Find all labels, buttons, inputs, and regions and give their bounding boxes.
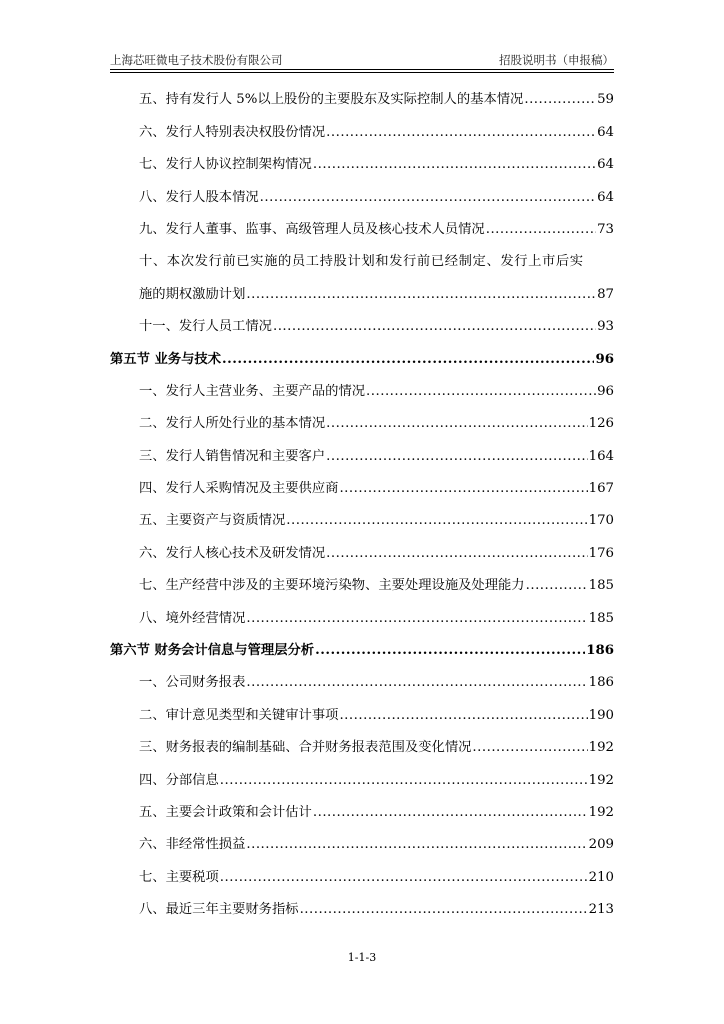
toc-page-number: 126 (588, 416, 614, 432)
toc-leader-dots (326, 449, 587, 464)
toc-subsection-entry[interactable] (110, 473, 614, 505)
toc-leader-dots (260, 190, 596, 205)
toc-leader-dots (246, 611, 587, 626)
toc-leader-dots (220, 870, 588, 885)
toc-entry-line (139, 574, 614, 593)
toc-entry-text: 五、主要会计政策和会计估计 (139, 805, 312, 820)
toc-page-number: 87 (597, 286, 614, 302)
toc-entry-line (139, 121, 614, 140)
toc-page-number: 59 (597, 92, 614, 108)
toc-entry-line (139, 736, 614, 755)
toc-entry-line (139, 445, 614, 464)
toc-subsection-entry[interactable] (110, 181, 614, 213)
toc-subsection-entry[interactable] (110, 797, 614, 829)
toc-subsection-entry[interactable] (110, 764, 614, 796)
toc-entry-text: 七、生产经营中涉及的主要环境污染物、主要处理设施及处理能力 (139, 578, 525, 594)
toc-entry-line (139, 477, 614, 496)
toc-leader-dots (246, 675, 587, 690)
toc-entry-line (110, 348, 614, 367)
toc-page-number: 185 (588, 610, 614, 626)
toc-entry-text: 一、发行人主营业务、主要产品的情况 (139, 383, 366, 399)
toc-subsection-entry[interactable] (110, 505, 614, 537)
toc-entry-line (139, 833, 614, 852)
toc-entry-text: 四、分部信息 (139, 772, 219, 788)
toc-page-number: 190 (588, 707, 614, 723)
toc-entry-text: 五、持有发行人 5%以上股份的主要股东及实际控制人的基本情况 (139, 92, 524, 108)
toc-subsection-entry[interactable] (110, 440, 614, 472)
toc-entry-line (139, 769, 614, 788)
toc-page-number: 192 (588, 805, 614, 820)
toc-entry-text: 四、发行人采购情况及主要供应商 (139, 481, 339, 497)
toc-leader-dots (315, 643, 585, 658)
toc-leader-dots (313, 157, 596, 172)
header-rule-thin (110, 72, 614, 73)
toc-subsection-entry[interactable] (110, 602, 614, 634)
toc-leader-dots (339, 481, 587, 496)
toc-leader-dots (273, 319, 596, 334)
toc-page-number: 93 (597, 319, 614, 335)
toc-subsection-entry[interactable] (110, 894, 614, 926)
toc-leader-dots (339, 708, 587, 723)
toc-entry-line (139, 380, 614, 399)
toc-page-number: 167 (588, 481, 614, 497)
page-footer (0, 951, 724, 964)
toc-entry-text: 八、境外经营情况 (139, 610, 246, 626)
toc-entry-line (139, 801, 614, 820)
toc-page-number: 192 (588, 740, 614, 756)
header-rule-thick (110, 69, 614, 70)
toc-leader-dots (220, 773, 588, 788)
toc-page-number: 209 (588, 837, 614, 853)
toc-page-number: 192 (588, 772, 614, 788)
toc-subsection-entry[interactable] (110, 84, 614, 116)
toc-leader-dots (526, 578, 588, 593)
toc-leader-dots (300, 902, 588, 917)
toc-leader-dots (326, 546, 587, 561)
toc-entry-text-line1: 十、本次发行前已实施的员工持股计划和发行前已经制定、发行上市后实 (139, 254, 584, 270)
toc-entry-line (139, 153, 614, 172)
toc-entry-line (139, 542, 614, 561)
toc-entry-line (139, 866, 614, 885)
toc-subsection-entry[interactable] (110, 537, 614, 569)
toc-page-number: 213 (588, 902, 614, 918)
toc-entry-text: 第六节 财务会计信息与管理层分析 (110, 643, 315, 659)
toc-entry-line (139, 88, 614, 107)
toc-entry-line (139, 218, 614, 237)
toc-entry-line (139, 509, 614, 528)
page-header (110, 52, 614, 70)
toc-leader-dots (246, 837, 587, 852)
toc-page-number: 73 (597, 221, 614, 237)
toc-entry-text: 九、发行人董事、监事、高级管理人员及核心技术人员情况 (139, 221, 485, 237)
toc-leader-dots (472, 740, 587, 755)
toc-entry-text: 第五节 业务与技术 (110, 351, 222, 367)
toc-entry-text: 七、主要税项 (139, 869, 219, 885)
toc-subsection-entry[interactable] (110, 408, 614, 440)
toc-entry-text: 二、发行人所处行业的基本情况 (139, 416, 326, 432)
toc-entry-text: 二、审计意见类型和关键审计事项 (139, 707, 339, 723)
footer-page-number: 1-1-3 (347, 951, 377, 964)
toc-leader-dots (524, 92, 596, 107)
toc-leader-dots (326, 125, 596, 140)
toc-leader-dots (313, 805, 588, 820)
toc-entry-text: 三、财务报表的编制基础、合并财务报表范围及变化情况 (139, 740, 472, 756)
table-of-contents (110, 84, 614, 926)
toc-subsection-entry[interactable] (110, 699, 614, 731)
toc-page-number: 96 (597, 383, 614, 399)
toc-entry-line (139, 283, 614, 302)
toc-section-entry[interactable] (110, 635, 614, 667)
toc-leader-dots (222, 352, 594, 367)
toc-entry-text: 六、非经常性损益 (139, 837, 246, 853)
toc-page-number: 96 (595, 351, 614, 367)
toc-leader-dots (486, 222, 596, 237)
toc-entry-text: 三、发行人销售情况和主要客户 (139, 448, 326, 464)
toc-page-number: 186 (586, 643, 614, 659)
toc-entry-text: 八、最近三年主要财务指标 (139, 902, 299, 918)
toc-subsection-entry[interactable] (110, 667, 614, 699)
toc-entry-text: 五、主要资产与资质情况 (139, 513, 286, 529)
toc-entry-text: 一、公司财务报表 (139, 675, 246, 691)
toc-entry-text: 施的期权激励计划 (139, 286, 246, 302)
header-company-name: 上海芯旺微电子技术股份有限公司 (110, 53, 283, 67)
toc-leader-dots (286, 513, 587, 528)
toc-entry-line (139, 186, 614, 205)
toc-page-number: 185 (588, 578, 614, 594)
toc-entry-line (110, 639, 614, 658)
toc-entry-text: 七、发行人协议控制架构情况 (139, 157, 312, 173)
toc-entry-line (139, 704, 614, 723)
toc-section-entry[interactable] (110, 343, 614, 375)
toc-subsection-entry[interactable] (110, 732, 614, 764)
toc-subsection-entry[interactable] (110, 311, 614, 343)
toc-page-number: 210 (588, 869, 614, 885)
toc-page-number: 176 (588, 545, 614, 561)
toc-subsection-entry[interactable] (110, 861, 614, 893)
toc-entry-text: 六、发行人特别表决权股份情况 (139, 124, 326, 140)
toc-page-number: 170 (588, 513, 614, 529)
toc-page-number: 64 (597, 157, 614, 173)
toc-page-number: 64 (597, 124, 614, 140)
toc-entry-line (139, 898, 614, 917)
toc-entry-text: 六、发行人核心技术及研发情况 (139, 545, 326, 561)
toc-leader-dots (366, 384, 596, 399)
toc-subsection-entry[interactable] (110, 246, 614, 311)
toc-page-number: 186 (588, 675, 614, 691)
toc-subsection-entry[interactable] (110, 116, 614, 148)
toc-leader-dots (246, 287, 596, 302)
toc-entry-line (139, 315, 614, 334)
toc-subsection-entry[interactable] (110, 149, 614, 181)
toc-page-number: 164 (588, 448, 614, 464)
toc-leader-dots (326, 416, 587, 431)
toc-entry-text: 八、发行人股本情况 (139, 189, 259, 205)
toc-entry-line (139, 671, 614, 690)
toc-entry-text: 十一、发行人员工情况 (139, 319, 272, 335)
toc-entry-line (139, 412, 614, 431)
toc-subsection-entry[interactable] (110, 214, 614, 246)
toc-subsection-entry[interactable] (110, 376, 614, 408)
toc-subsection-entry[interactable] (110, 570, 614, 602)
header-document-title: 招股说明书（申报稿） (499, 53, 614, 67)
toc-page-number: 64 (597, 189, 614, 205)
toc-entry-line (139, 607, 614, 626)
toc-subsection-entry[interactable] (110, 829, 614, 861)
